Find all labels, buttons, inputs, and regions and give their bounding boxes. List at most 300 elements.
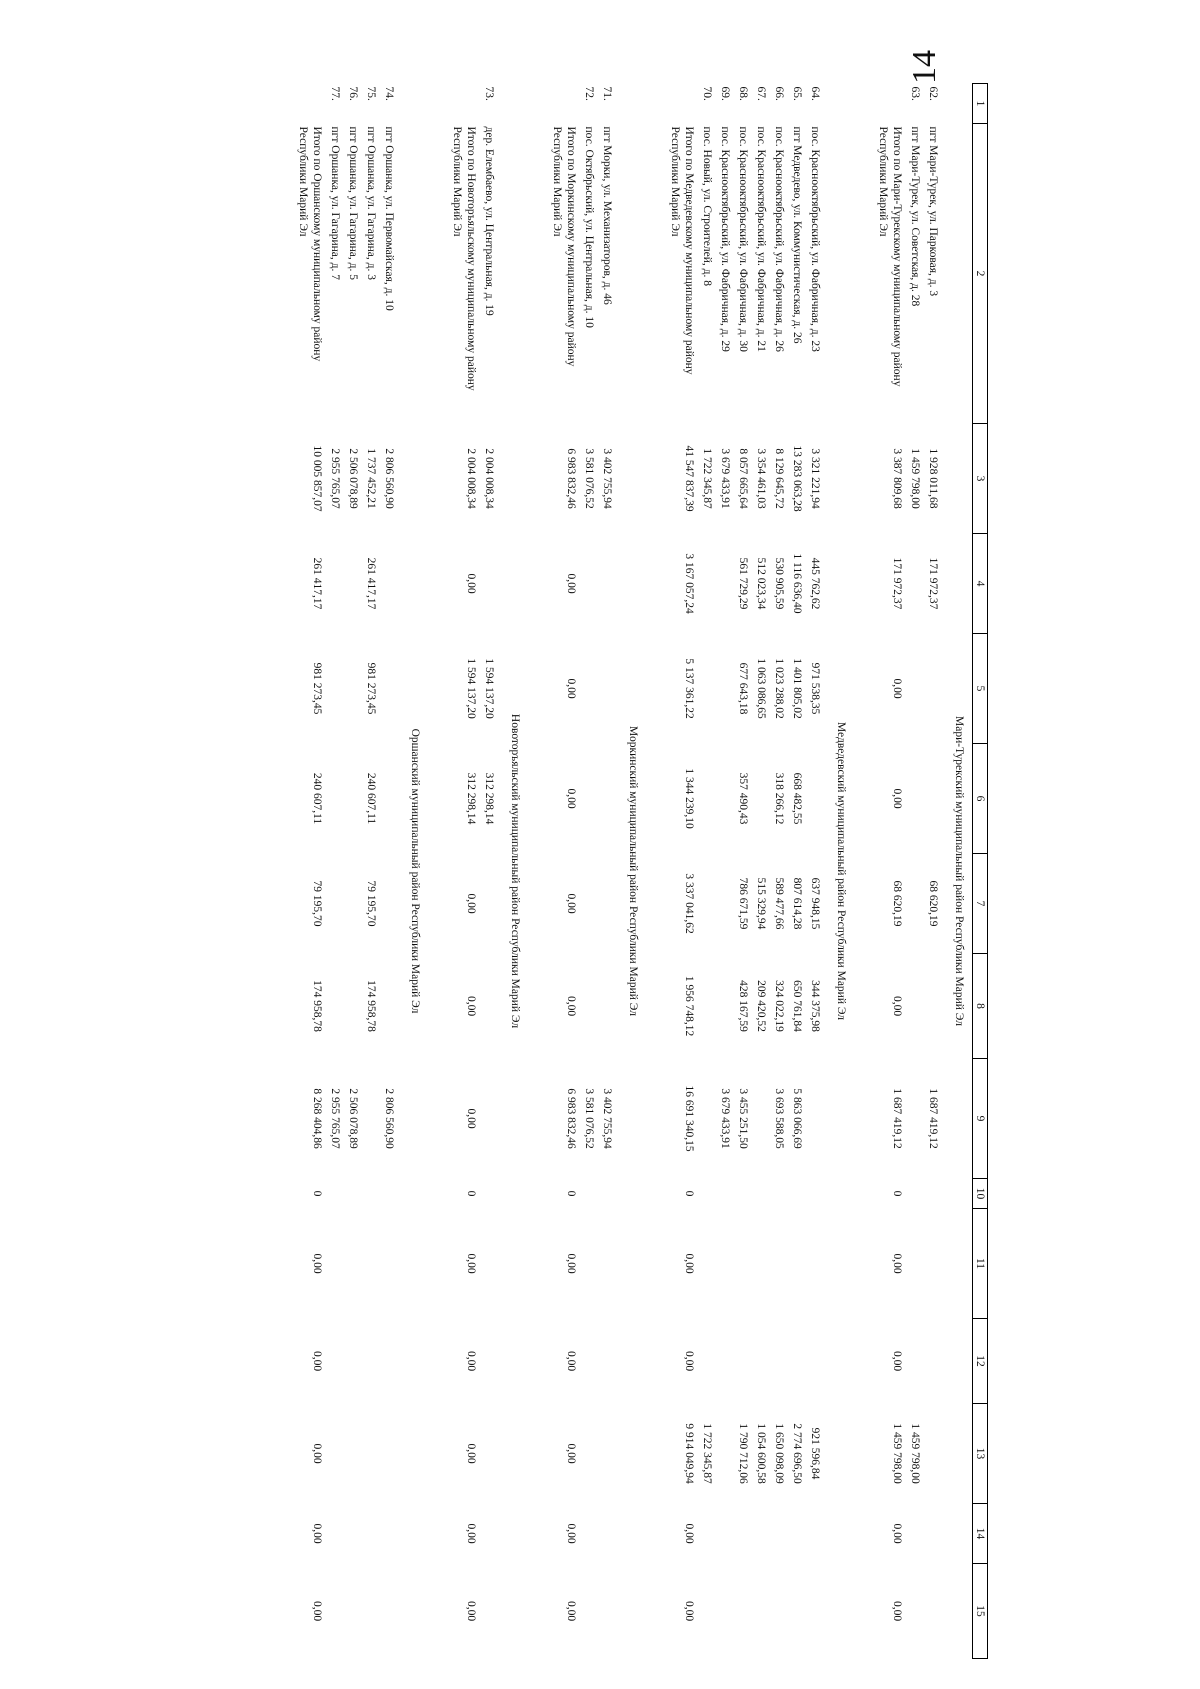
amount-cell-col5 bbox=[380, 634, 398, 744]
amount-cell-col12 bbox=[580, 1319, 598, 1404]
amount-cell-col9: 2 506 078,89 bbox=[347, 1088, 359, 1149]
amount-cell-col6: 357 490,43 bbox=[737, 772, 749, 825]
address-cell: пос. Новый, ул. Строителей, д. 8 bbox=[701, 126, 713, 286]
amount-cell-col4 bbox=[480, 534, 498, 634]
amount-cell-col5: 0,00 bbox=[891, 678, 903, 699]
amount-cell-col11 bbox=[326, 1209, 344, 1319]
amount-cell-col3: 1 737 452,21 bbox=[365, 448, 377, 509]
amount-cell-col13: 0,00 bbox=[465, 1443, 477, 1464]
amount-cell-col3: 3 387 809,68 bbox=[891, 448, 903, 509]
amount-cell-col12 bbox=[326, 1319, 344, 1404]
amount-cell-col7 bbox=[380, 854, 398, 954]
amount-cell-col15 bbox=[906, 1564, 924, 1659]
amount-cell-col8 bbox=[924, 954, 942, 1059]
amount-cell-col7: 0,00 bbox=[565, 893, 577, 914]
section-title-row bbox=[498, 84, 528, 1659]
column-header-14: 14 bbox=[973, 1504, 988, 1564]
row-number-cell: 66. bbox=[773, 86, 785, 101]
amount-cell-col7 bbox=[480, 854, 498, 954]
total-row bbox=[868, 84, 906, 1659]
amount-cell-col9: 3 402 755,94 bbox=[601, 1088, 613, 1149]
amount-cell-col7 bbox=[698, 854, 716, 954]
amount-cell-col13: 1 650 098,09 bbox=[773, 1423, 785, 1484]
amount-cell-col4: 261 417,17 bbox=[311, 557, 323, 610]
amount-cell-col8 bbox=[716, 954, 734, 1059]
spacer-cell bbox=[528, 84, 542, 1659]
amount-cell-col14 bbox=[362, 1504, 380, 1564]
amount-cell-col12 bbox=[716, 1319, 734, 1404]
spacer-row bbox=[428, 84, 442, 1659]
amount-cell-col13: 1 459 798,00 bbox=[909, 1423, 921, 1484]
column-header-7: 7 bbox=[973, 854, 988, 954]
amount-cell-col15 bbox=[788, 1564, 806, 1659]
amount-cell-col10 bbox=[734, 1179, 752, 1209]
amount-cell-col3: 3 581 076,52 bbox=[583, 448, 595, 509]
section-title: Медведевский муниципальный район Республики Марий Эл bbox=[835, 721, 847, 1021]
amount-cell-col8 bbox=[598, 954, 616, 1059]
amount-cell-col12 bbox=[344, 1319, 362, 1404]
amount-cell-col3: 3 321 221,94 bbox=[809, 448, 821, 509]
amount-cell-col14 bbox=[580, 1504, 598, 1564]
amount-cell-col5 bbox=[344, 634, 362, 744]
amount-cell-col7: 79 195,70 bbox=[365, 880, 377, 927]
amount-cell-col11 bbox=[344, 1209, 362, 1319]
amount-cell-col15: 0,00 bbox=[891, 1600, 903, 1622]
amount-cell-col12 bbox=[598, 1319, 616, 1404]
amount-cell-col9: 3 693 588,05 bbox=[773, 1088, 785, 1149]
amount-cell-col13: 1 459 798,00 bbox=[891, 1423, 903, 1484]
amount-cell-col5 bbox=[598, 634, 616, 744]
amount-cell-col15 bbox=[362, 1564, 380, 1659]
amount-cell-col3: 13 283 063,28 bbox=[791, 445, 803, 512]
amount-cell-col7: 637 948,15 bbox=[809, 877, 821, 930]
spacer-row bbox=[528, 84, 542, 1659]
address-cell: пгт Мари-Турек, ул. Советская, д. 28 bbox=[909, 126, 921, 307]
row-number-cell: 68. bbox=[737, 86, 749, 101]
amount-cell-col13: 2 774 696,50 bbox=[791, 1423, 803, 1484]
amount-cell-col14 bbox=[326, 1504, 344, 1564]
amount-cell-col9 bbox=[480, 1059, 498, 1179]
table-row bbox=[734, 84, 752, 1659]
amount-cell-col15: 0,00 bbox=[683, 1600, 695, 1622]
amount-cell-col5 bbox=[924, 634, 942, 744]
amount-cell-col11 bbox=[906, 1209, 924, 1319]
amount-cell-col6 bbox=[580, 744, 598, 854]
amount-cell-col13: 0,00 bbox=[311, 1443, 323, 1464]
spacer-cell bbox=[646, 84, 660, 1659]
amount-cell-col14 bbox=[598, 1504, 616, 1564]
amount-cell-col3: 3 402 755,94 bbox=[601, 448, 613, 509]
amount-cell-col8 bbox=[480, 954, 498, 1059]
amount-cell-col8: 344 375,98 bbox=[809, 980, 821, 1032]
amount-cell-col9 bbox=[362, 1059, 380, 1179]
amount-cell-col3: 1 459 798,00 bbox=[909, 448, 921, 509]
amount-cell-col11: 0,00 bbox=[683, 1253, 695, 1274]
amount-cell-col12: 0,00 bbox=[465, 1350, 477, 1372]
amount-cell-col5: 981 273,45 bbox=[311, 662, 323, 715]
amount-cell-col13 bbox=[580, 1404, 598, 1504]
header-row bbox=[973, 84, 988, 1659]
address-cell: пос. Краснооктябрьский, ул. Фабричная, д. 21 bbox=[755, 126, 767, 352]
amount-cell-col5: 971 538,35 bbox=[809, 662, 821, 715]
table-row bbox=[598, 84, 616, 1659]
amount-cell-col7: 79 195,70 bbox=[311, 880, 323, 927]
amount-cell-col15 bbox=[580, 1564, 598, 1659]
row-number-cell bbox=[660, 84, 698, 124]
amount-cell-col11: 0,00 bbox=[891, 1253, 903, 1274]
amount-cell-col4: 1 116 636,40 bbox=[791, 553, 803, 614]
amount-cell-col13: 9 914 049,94 bbox=[683, 1423, 695, 1484]
amount-cell-col5: 5 137 361,22 bbox=[683, 658, 695, 719]
amount-cell-col8: 324 022,19 bbox=[773, 980, 785, 1032]
amount-cell-col10: 0 bbox=[465, 1190, 477, 1197]
amount-cell-col14: 0,00 bbox=[565, 1523, 577, 1544]
amount-cell-col15 bbox=[344, 1564, 362, 1659]
column-header-12: 12 bbox=[973, 1319, 988, 1404]
row-number-cell: 64. bbox=[809, 86, 821, 101]
amount-cell-col7 bbox=[580, 854, 598, 954]
amount-cell-col13: 921 596,84 bbox=[809, 1427, 821, 1480]
amount-cell-col13 bbox=[362, 1404, 380, 1504]
amount-cell-col14: 0,00 bbox=[465, 1523, 477, 1544]
amount-cell-col5: 1 594 137,20 bbox=[483, 658, 495, 719]
row-number-cell bbox=[542, 84, 580, 124]
amount-cell-col11: 0,00 bbox=[311, 1253, 323, 1274]
amount-cell-col10 bbox=[480, 1179, 498, 1209]
table-row bbox=[752, 84, 770, 1659]
amount-cell-col11 bbox=[924, 1209, 942, 1319]
row-number-cell: 76. bbox=[347, 86, 359, 101]
amount-cell-col10 bbox=[924, 1179, 942, 1209]
amount-cell-col4: 561 729,29 bbox=[737, 557, 749, 610]
amount-cell-col5: 1 063 086,65 bbox=[755, 658, 767, 719]
spacer-cell bbox=[854, 84, 868, 1659]
column-header-2: 2 bbox=[973, 124, 988, 424]
column-header-3: 3 bbox=[973, 424, 988, 534]
amount-cell-col7 bbox=[716, 854, 734, 954]
table-row bbox=[380, 84, 398, 1659]
amount-cell-col4: 3 167 057,24 bbox=[683, 553, 695, 614]
table-row bbox=[480, 84, 498, 1659]
address-cell: пгт Оршанка, ул. Первомайская, д. 10 bbox=[383, 126, 395, 311]
amount-cell-col5: 0,00 bbox=[565, 678, 577, 699]
column-header-15: 15 bbox=[973, 1564, 988, 1659]
amount-cell-col10: 0 bbox=[683, 1190, 695, 1197]
amount-cell-col6: 318 266,12 bbox=[773, 772, 785, 825]
spacer-row bbox=[854, 84, 868, 1659]
table-row bbox=[326, 84, 344, 1659]
amount-cell-col6: 0,00 bbox=[565, 788, 577, 809]
amount-cell-col14 bbox=[752, 1504, 770, 1564]
amount-cell-col9 bbox=[906, 1059, 924, 1179]
amount-cell-col3: 2 806 560,90 bbox=[383, 448, 395, 509]
amount-cell-col5: 981 273,45 bbox=[365, 662, 377, 715]
amount-cell-col15: 0,00 bbox=[465, 1600, 477, 1622]
amount-cell-col12: 0,00 bbox=[565, 1350, 577, 1372]
table-header bbox=[973, 84, 988, 1659]
row-number-cell: 65. bbox=[791, 86, 803, 101]
amount-cell-col15 bbox=[716, 1564, 734, 1659]
amount-cell-col15 bbox=[734, 1564, 752, 1659]
address-cell: пос. Краснооктябрьский, ул. Фабричная, д. 23 bbox=[809, 126, 821, 352]
amount-cell-col13 bbox=[716, 1404, 734, 1504]
table-row bbox=[806, 84, 824, 1659]
amount-cell-col10 bbox=[580, 1179, 598, 1209]
amount-cell-col12 bbox=[698, 1319, 716, 1404]
amount-cell-col10 bbox=[698, 1179, 716, 1209]
table-row bbox=[716, 84, 734, 1659]
amount-cell-col12 bbox=[362, 1319, 380, 1404]
amount-cell-col9: 6 983 832,46 bbox=[565, 1088, 577, 1149]
amount-cell-col8: 650 761,84 bbox=[791, 980, 803, 1032]
amount-cell-col15 bbox=[924, 1564, 942, 1659]
column-header-11: 11 bbox=[973, 1209, 988, 1319]
amount-cell-col9: 2 955 765,07 bbox=[329, 1088, 341, 1149]
amount-cell-col6 bbox=[326, 744, 344, 854]
address-cell: пгт Оршанка, ул. Гагарина, д. 3 bbox=[365, 126, 377, 280]
amount-cell-col7: 3 337 041,62 bbox=[683, 873, 695, 934]
amount-cell-col5 bbox=[716, 634, 734, 744]
row-number-cell: 77. bbox=[329, 86, 341, 101]
amount-cell-col13 bbox=[480, 1404, 498, 1504]
amount-cell-col11 bbox=[734, 1209, 752, 1319]
amount-cell-col6: 312 298,14 bbox=[483, 772, 495, 825]
address-cell: пгт Морки, ул. Механизаторов, д. 46 bbox=[601, 126, 613, 305]
amount-cell-col15: 0,00 bbox=[565, 1600, 577, 1622]
amount-cell-col7: 68 620,19 bbox=[891, 880, 903, 927]
amount-cell-col7: 807 614,28 bbox=[791, 877, 803, 930]
amount-cell-col4: 512 023,34 bbox=[755, 557, 767, 610]
amount-cell-col12 bbox=[906, 1319, 924, 1404]
section-title: Моркинский муниципальный район Республики Марий Эл bbox=[627, 726, 639, 1016]
address-cell: пос. Краснооктябрьский, ул. Фабричная, д. 30 bbox=[737, 126, 749, 352]
amount-cell-col7 bbox=[326, 854, 344, 954]
amount-cell-col12 bbox=[770, 1319, 788, 1404]
amount-cell-col8: 1 956 748,12 bbox=[683, 975, 695, 1037]
row-number-cell bbox=[288, 84, 326, 124]
amount-cell-col14 bbox=[788, 1504, 806, 1564]
address-cell: пгт Оршанка, ул. Гагарина, д. 7 bbox=[329, 126, 341, 280]
amount-cell-col15 bbox=[598, 1564, 616, 1659]
amount-cell-col6: 240 607,11 bbox=[365, 772, 377, 825]
amount-cell-col7: 68 620,19 bbox=[927, 880, 939, 927]
amount-cell-col5: 1 401 805,02 bbox=[791, 658, 803, 719]
amount-cell-col14 bbox=[806, 1504, 824, 1564]
amount-cell-col9: 3 455 251,50 bbox=[737, 1088, 749, 1149]
amount-cell-col13 bbox=[344, 1404, 362, 1504]
amount-cell-col15 bbox=[770, 1564, 788, 1659]
amount-cell-col11 bbox=[362, 1209, 380, 1319]
amount-cell-col4 bbox=[716, 534, 734, 634]
amount-cell-col9: 1 687 419,12 bbox=[891, 1088, 903, 1149]
amount-cell-col4: 530 905,59 bbox=[773, 557, 785, 610]
amount-cell-col11 bbox=[770, 1209, 788, 1319]
amount-cell-col8: 428 167,59 bbox=[737, 980, 749, 1032]
amount-cell-col8 bbox=[906, 954, 924, 1059]
amount-cell-col3: 3 679 433,91 bbox=[719, 448, 731, 509]
amount-cell-col8: 209 420,52 bbox=[755, 980, 767, 1032]
amount-cell-col4: 0,00 bbox=[565, 573, 577, 594]
table-row bbox=[344, 84, 362, 1659]
amount-cell-col3: 2 004 008,34 bbox=[465, 448, 477, 509]
amount-cell-col12 bbox=[924, 1319, 942, 1404]
amount-cell-col9 bbox=[698, 1059, 716, 1179]
amount-cell-col4 bbox=[344, 534, 362, 634]
amount-cell-col12: 0,00 bbox=[891, 1350, 903, 1372]
amount-cell-col14 bbox=[380, 1504, 398, 1564]
amount-cell-col14 bbox=[344, 1504, 362, 1564]
amount-cell-col9: 1 687 419,12 bbox=[927, 1088, 939, 1149]
amount-cell-col13: 1 790 712,06 bbox=[737, 1423, 749, 1484]
table-row bbox=[580, 84, 598, 1659]
amount-cell-col10 bbox=[806, 1179, 824, 1209]
amount-cell-col6 bbox=[906, 744, 924, 854]
amount-cell-col6 bbox=[598, 744, 616, 854]
address-cell: пос. Краснооктябрьский, ул. Фабричная, д. 26 bbox=[773, 126, 785, 352]
amount-cell-col13 bbox=[924, 1404, 942, 1504]
column-header-4: 4 bbox=[973, 534, 988, 634]
amount-cell-col9: 3 679 433,91 bbox=[719, 1088, 731, 1149]
total-row bbox=[542, 84, 580, 1659]
amount-cell-col4 bbox=[580, 534, 598, 634]
amount-cell-col10 bbox=[362, 1179, 380, 1209]
amount-cell-col11 bbox=[752, 1209, 770, 1319]
section-title: Оршанский муниципальный район Республики Марий Эл bbox=[409, 728, 421, 1014]
amount-cell-col4 bbox=[906, 534, 924, 634]
amount-cell-col3: 1 722 345,87 bbox=[701, 448, 713, 509]
column-header-13: 13 bbox=[973, 1404, 988, 1504]
amount-cell-col9: 16 691 340,15 bbox=[683, 1085, 695, 1152]
amount-cell-col4: 171 972,37 bbox=[927, 557, 939, 610]
section-title-row bbox=[398, 84, 428, 1659]
amount-cell-col14: 0,00 bbox=[683, 1523, 695, 1544]
address-cell: Итого по Моркинскому муниципальному району Республики Марий Эл bbox=[551, 126, 577, 367]
amount-cell-col14 bbox=[770, 1504, 788, 1564]
amount-cell-col9: 8 268 404,86 bbox=[311, 1088, 323, 1149]
address-cell: Итого по Мари-Турекскому муниципальному району Республики Марий Эл bbox=[877, 126, 903, 387]
amount-cell-col8 bbox=[580, 954, 598, 1059]
amount-cell-col14 bbox=[716, 1504, 734, 1564]
address-cell: Итого по Медведевскому муниципальному району Республики Марий Эл bbox=[669, 126, 695, 375]
amount-cell-col12: 0,00 bbox=[311, 1350, 323, 1372]
amount-cell-col8: 0,00 bbox=[565, 995, 577, 1017]
amount-cell-col7: 0,00 bbox=[465, 893, 477, 914]
table-row bbox=[362, 84, 380, 1659]
amount-cell-col8: 174 958,78 bbox=[365, 980, 377, 1032]
amount-cell-col15 bbox=[380, 1564, 398, 1659]
row-number-cell: 62. bbox=[927, 86, 939, 101]
amount-cell-col13: 1 722 345,87 bbox=[701, 1423, 713, 1484]
amount-cell-col14: 0,00 bbox=[891, 1523, 903, 1544]
amount-cell-col8: 0,00 bbox=[891, 995, 903, 1017]
amount-cell-col3: 2 506 078,89 bbox=[347, 448, 359, 509]
amount-cell-col3: 8 129 645,72 bbox=[773, 448, 785, 509]
amount-cell-col14 bbox=[698, 1504, 716, 1564]
amount-cell-col9: 5 863 066,69 bbox=[791, 1088, 803, 1149]
amount-cell-col11 bbox=[788, 1209, 806, 1319]
column-header-9: 9 bbox=[973, 1059, 988, 1179]
amount-cell-col8 bbox=[380, 954, 398, 1059]
amount-cell-col10 bbox=[344, 1179, 362, 1209]
row-number-cell: 75. bbox=[365, 86, 377, 101]
column-header-8: 8 bbox=[973, 954, 988, 1059]
amount-cell-col15 bbox=[806, 1564, 824, 1659]
amount-cell-col5 bbox=[698, 634, 716, 744]
row-number-cell: 73. bbox=[483, 86, 495, 101]
amount-cell-col13 bbox=[598, 1404, 616, 1504]
amount-cell-col10: 0 bbox=[891, 1190, 903, 1197]
amount-cell-col14 bbox=[906, 1504, 924, 1564]
amount-cell-col7 bbox=[598, 854, 616, 954]
address-cell: пгт Медведево, ул. Коммунистическая, д. 26 bbox=[791, 126, 803, 344]
amount-cell-col8 bbox=[698, 954, 716, 1059]
amount-cell-col4: 445 762,62 bbox=[809, 557, 821, 610]
amount-cell-col3: 2 955 765,07 bbox=[329, 448, 341, 509]
column-header-10: 10 bbox=[973, 1179, 988, 1209]
amount-cell-col15 bbox=[326, 1564, 344, 1659]
address-cell: пгт Оршанка, ул. Гагарина, д. 5 bbox=[347, 126, 359, 280]
row-number-cell: 70. bbox=[701, 86, 713, 101]
amount-cell-col11 bbox=[806, 1209, 824, 1319]
amount-cell-col7: 515 329,94 bbox=[755, 877, 767, 930]
amount-cell-col14: 0,00 bbox=[311, 1523, 323, 1544]
amount-cell-col6 bbox=[344, 744, 362, 854]
amount-cell-col6 bbox=[806, 744, 824, 854]
address-cell: Итого по Оршанскому муниципальному району Республики Марий Эл bbox=[297, 126, 323, 362]
amount-cell-col3: 41 547 837,39 bbox=[683, 445, 695, 512]
amount-cell-col6 bbox=[752, 744, 770, 854]
amount-cell-col12 bbox=[480, 1319, 498, 1404]
amount-cell-col5 bbox=[906, 634, 924, 744]
amount-cell-col8 bbox=[344, 954, 362, 1059]
amount-cell-col9: 2 806 560,90 bbox=[383, 1088, 395, 1149]
amount-cell-col6 bbox=[380, 744, 398, 854]
amount-cell-col9 bbox=[752, 1059, 770, 1179]
amount-cell-col7: 589 477,66 bbox=[773, 877, 785, 930]
amount-cell-col14 bbox=[734, 1504, 752, 1564]
row-number-cell: 67. bbox=[755, 86, 767, 101]
amount-cell-col7 bbox=[906, 854, 924, 954]
amount-cell-col6: 312 298,14 bbox=[465, 772, 477, 825]
amount-cell-col4 bbox=[698, 534, 716, 634]
amount-cell-col10 bbox=[326, 1179, 344, 1209]
total-row bbox=[442, 84, 480, 1659]
address-cell: пгт Мари-Турек, ул. Парковая, д. 3 bbox=[927, 126, 939, 297]
section-title-row bbox=[942, 84, 973, 1659]
amount-cell-col10 bbox=[716, 1179, 734, 1209]
amount-cell-col6: 240 607,11 bbox=[311, 772, 323, 825]
row-number-cell: 63. bbox=[909, 86, 921, 101]
amount-cell-col14 bbox=[924, 1504, 942, 1564]
amount-cell-col11 bbox=[580, 1209, 598, 1319]
amount-cell-col10 bbox=[906, 1179, 924, 1209]
amount-cell-col8 bbox=[326, 954, 344, 1059]
row-number-cell bbox=[442, 84, 480, 124]
table-row bbox=[906, 84, 924, 1659]
amount-cell-col4: 261 417,17 bbox=[365, 557, 377, 610]
total-row bbox=[288, 84, 326, 1659]
amount-cell-col6: 0,00 bbox=[891, 788, 903, 809]
amount-cell-col12: 0,00 bbox=[683, 1350, 695, 1372]
address-cell: дер. Елембаево, ул. Центральная, д. 19 bbox=[483, 126, 495, 316]
spacer-row bbox=[646, 84, 660, 1659]
amount-cell-col9: 0,00 bbox=[465, 1108, 477, 1129]
row-number-cell: 74. bbox=[383, 86, 395, 101]
address-cell: пос. Краснооктябрьский, ул. Фабричная, д. 29 bbox=[719, 126, 731, 352]
amount-cell-col12 bbox=[734, 1319, 752, 1404]
row-number-cell bbox=[868, 84, 906, 124]
amount-cell-col15 bbox=[698, 1564, 716, 1659]
